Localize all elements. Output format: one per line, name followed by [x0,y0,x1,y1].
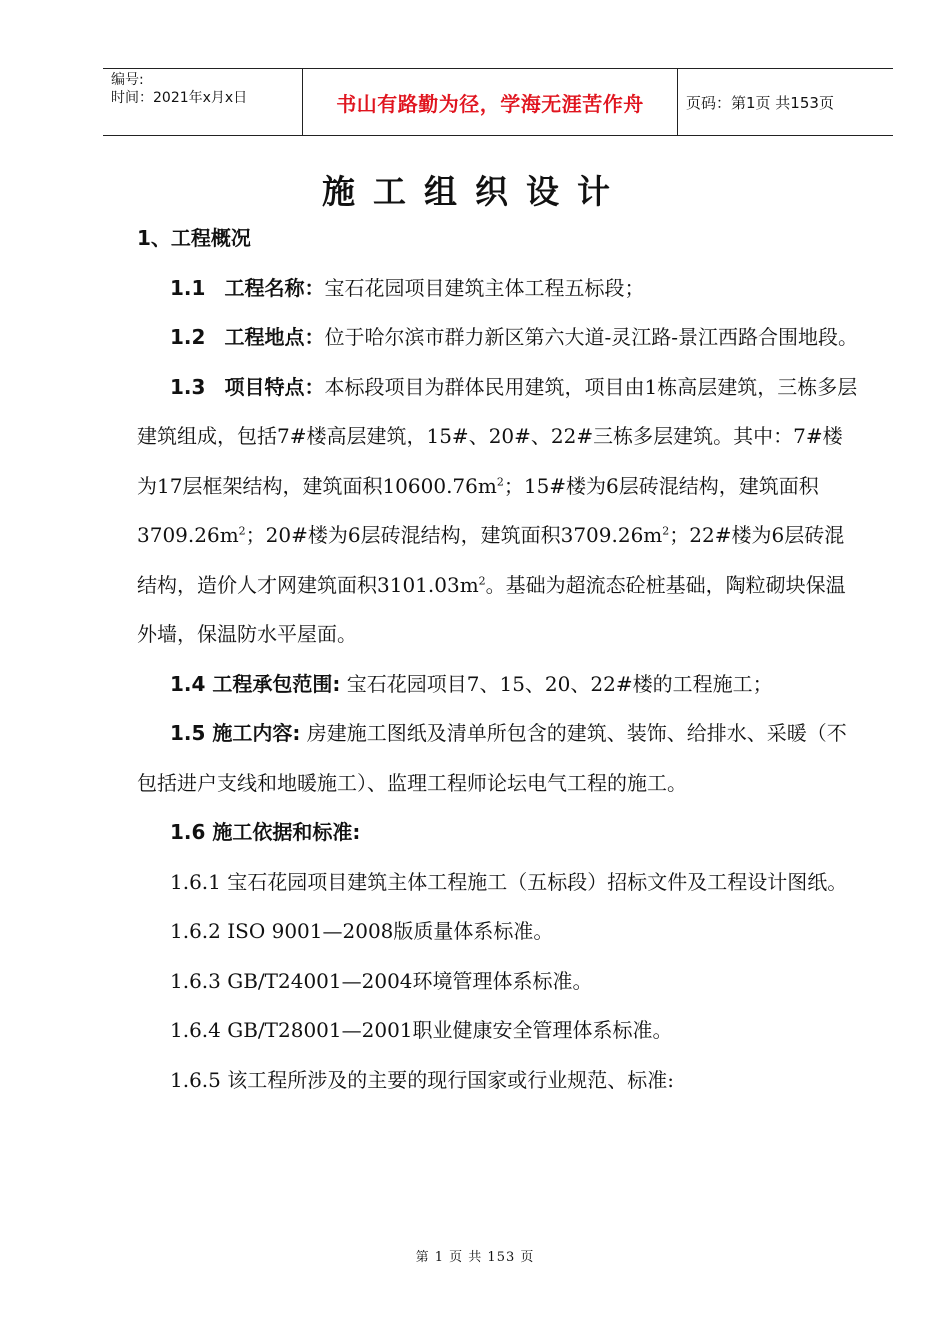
item-1-5-label: 1.5 施工内容: [170,721,301,745]
number-label: 编号: [111,72,144,88]
time-label: 时间：2021年x月x日 [111,90,248,106]
item-1-3: 1.3 项目特点：本标段项目为群体民用建筑，项目由1栋高层建筑，三栋多层建筑组成，包括7#楼高层建筑，15#、20#、22#三栋多层建筑。其中：7#楼为17层框架结构，建筑面积$10600.76m^2$；15#楼为6层砖混结构，建筑面积$3709.26m^2$；20#楼为6层砖混结构，建筑面积$3709.26m^2$；22#楼为6层砖混结构，造价人才网建筑面积$3101.03m^2$。基础为超流态砼桩基础，陶粒砌块保温外墙，保温防水平屋面。 [137,374,858,646]
item-1-6-1: 1.6.1 宝石花园项目建筑主体工程施工（五标段）招标文件及工程设计图纸。 [170,869,848,894]
item-1-3-label: 项目特点： [224,374,325,399]
header-slogan: 书山有路勤为径，学海无涯苦作舟 [303,69,678,135]
item-1-6-heading: 1.6 施工依据和标准: [170,820,361,844]
item-1-6-2: 1.6.2 ISO 9001—2008版质量体系标准。 [170,919,554,943]
item-1-2: 1.2 工程地点：位于哈尔滨市群力新区第六大道-灵江路-景江西路合围地段。 [170,325,859,349]
item-1-4-label: 1.4 工程承包范围: [170,671,341,696]
item-1-4 [137,660,862,710]
item-1-6-4: 1.6.4 GB/T28001—2001职业健康安全管理体系标准。 [170,1018,673,1042]
document-body [137,214,862,1105]
item-1-6-3: 1.6.3 GB/T24001—2004环境管理体系标准。 [170,968,593,993]
item-1-6-5: 1.6.5 该工程所涉及的主要的现行国家或行业规范、标准: [170,1067,674,1092]
item-1-4-text: 宝石花园项目7、15、20、22#楼的工程施工； [346,671,773,696]
header-meta [103,69,303,135]
item-1-2-text: 位于哈尔滨市群力新区第六大道-灵江路-景江西路合围地段。 [324,325,859,349]
page-header [103,68,893,136]
document-title: 施工组织设计 [322,172,628,211]
page-footer: 第 1 页 共 153 页 [415,1250,535,1265]
item-1-1-text: 宝石花园项目建筑主体工程五标段； [324,275,645,300]
item-1-1-label: 工程名称： [224,275,325,300]
item-1-5-text: 房建施工图纸及清单所包含的建筑、装饰、给排水、采暖（不包括进户支线和地暖施工）、监理工程师论坛电气工程的施工。 [137,721,847,795]
header-page-label: 页码：第1页 共153页 [686,93,834,112]
item-1-1: 1.1 工程名称：宝石花园项目建筑主体工程五标段； [170,275,645,300]
item-1-2-label: 工程地点： [224,325,325,349]
section-heading: 1、工程概况 [137,226,251,250]
item-1-5 [137,709,862,808]
